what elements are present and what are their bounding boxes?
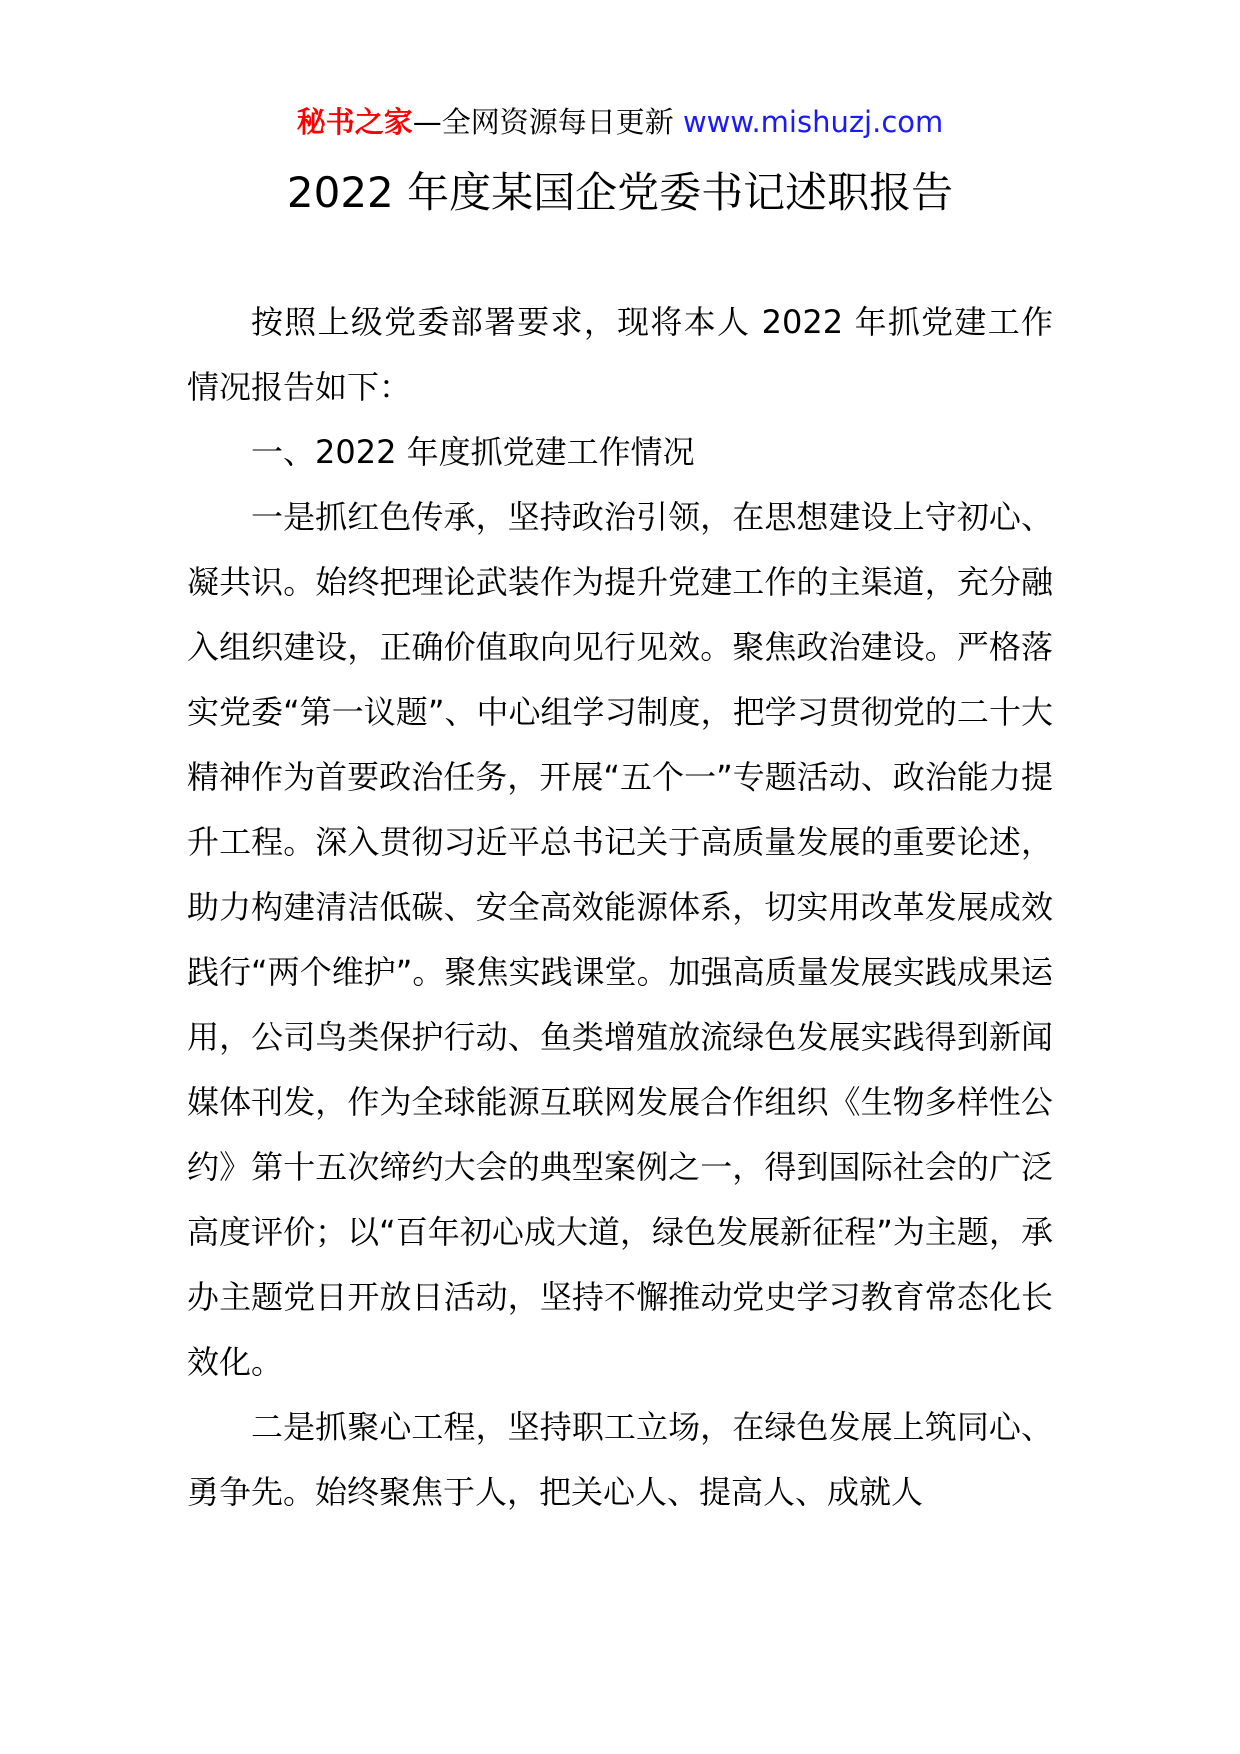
document-body	[187, 290, 1053, 1525]
body-paragraph: 二是抓聚心工程，坚持职工立场，在绿色发展上筑同心、勇争先。始终聚焦于人，把关心人、提高人、成就人	[187, 1408, 1053, 1511]
source-banner	[0, 100, 1240, 144]
document-title: 2022 年度某国企党委书记述职报告	[286, 168, 954, 217]
banner-tagline: —全网资源每日更新	[412, 105, 683, 139]
section-heading: 一、2022 年度抓党建工作情况	[251, 433, 695, 471]
body-paragraph: 一是抓红色传承，坚持政治引领，在思想建设上守初心、凝共识。始终把理论武装作为提升党建工作的主渠道，充分融入组织建设，正确价值取向见行见效。聚焦政治建设。严格落实党委“第一议题”、中心组学习制度，把学习贯彻党的二十大精神作为首要政治任务，开展“五个一”专题活动、政治能力提升工程。深入贯彻习近平总书记关于高质量发展的重要论述，助力构建清洁低碳、安全高效能源体系，切实用改革发展成效践行“两个维护”。聚焦实践课堂。加强高质量发展实践成果运用，公司鸟类保护行动、鱼类增殖放流绿色发展实践得到新闻媒体刊发，作为全球能源互联网发展合作组织《生物多样性公约》第十五次缔约大会的典型案例之一，得到国际社会的广泛高度评价；以“百年初心成大道，绿色发展新征程”为主题，承办主题党日开放日活动，坚持不懈推动党史学习教育常态化长效化。	[187, 498, 1053, 1381]
website-link[interactable]: www.mishuzj.com	[682, 105, 944, 139]
intro-paragraph: 按照上级党委部署要求，现将本人 2022 年抓党建工作情况报告如下：	[187, 303, 1053, 406]
brand-name: 秘书之家	[296, 105, 413, 139]
